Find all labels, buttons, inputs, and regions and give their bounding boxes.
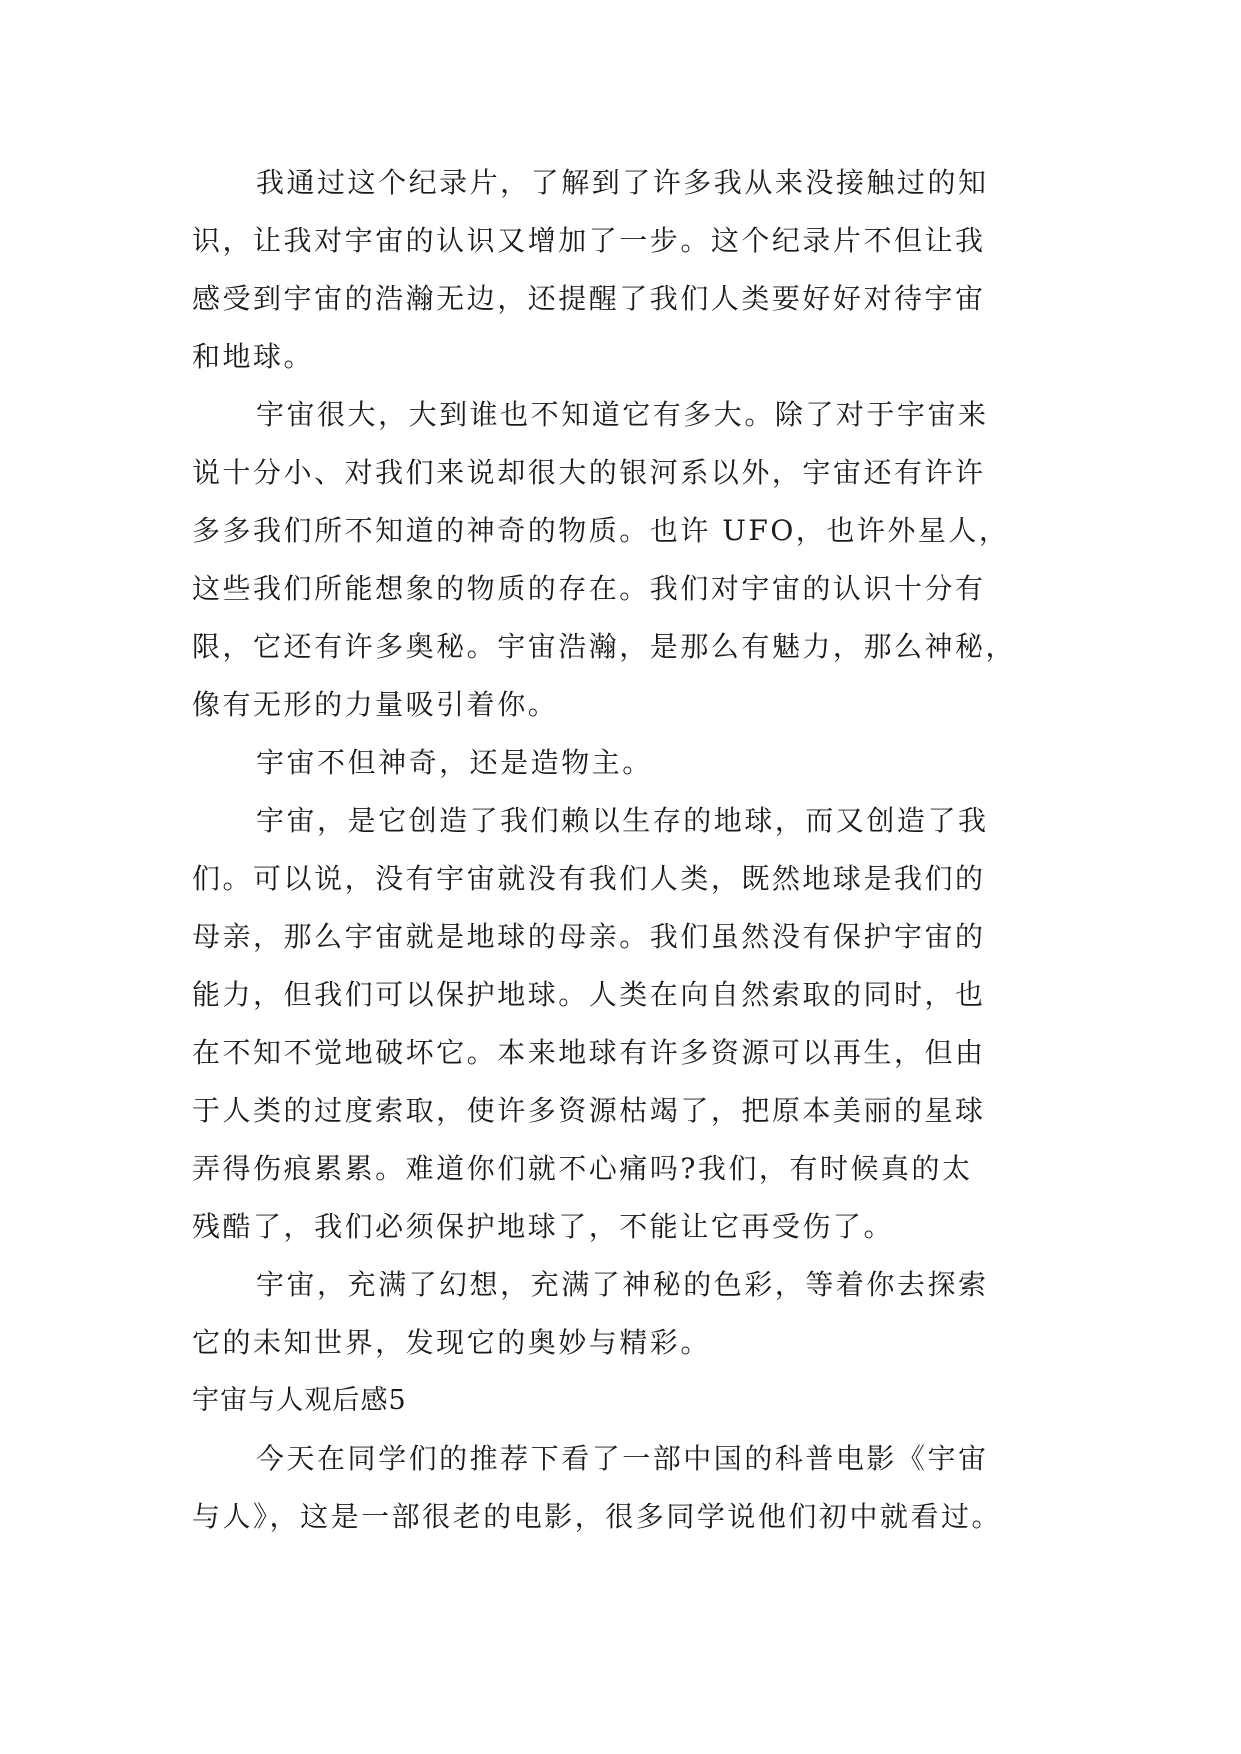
paragraph-line: 像有无形的力量吸引着你。 [192, 688, 559, 721]
paragraph-line: 感受到宇宙的浩瀚无边，还提醒了我们人类要好好对待宇宙 [192, 282, 986, 315]
paragraph-line: 我通过这个纪录片，了解到了许多我从来没接触过的知 [256, 166, 989, 199]
section-heading: 宇宙与人观后感5 [192, 1385, 407, 1416]
paragraph-line: 们。可以说，没有宇宙就没有我们人类，既然地球是我们的 [192, 862, 986, 895]
paragraph-line: 宇宙，充满了幻想，充满了神秘的色彩，等着你去探索 [256, 1268, 989, 1301]
paragraph-line: 今天在同学们的推荐下看了一部中国的科普电影《宇宙 [256, 1442, 989, 1475]
paragraph-line: 能力，但我们可以保护地球。人类在向自然索取的同时，也 [192, 978, 986, 1011]
paragraph-line: 识，让我对宇宙的认识又增加了一步。这个纪录片不但让我 [192, 224, 986, 257]
paragraph-line: 宇宙，是它创造了我们赖以生存的地球，而又创造了我 [256, 804, 989, 837]
paragraph-line: 于人类的过度索取，使许多资源枯竭了，把原本美丽的星球 [192, 1094, 986, 1127]
paragraph-line: 这些我们所能想象的物质的存在。我们对宇宙的认识十分有 [192, 572, 986, 605]
paragraph-line: 限，它还有许多奥秘。宇宙浩瀚，是那么有魅力，那么神秘， [192, 630, 1017, 663]
paragraph-line: 说十分小、对我们来说却很大的银河系以外，宇宙还有许许 [192, 456, 986, 489]
paragraph-line: 宇宙不但神奇，还是造物主。 [256, 746, 653, 779]
paragraph-line: 多多我们所不知道的神奇的物质。也许 UFO，也许外星人， [192, 514, 1010, 547]
paragraph-line: 与人》，这是一部很老的电影，很多同学说他们初中就看过。 [192, 1500, 1003, 1533]
paragraph-line: 母亲，那么宇宙就是地球的母亲。我们虽然没有保护宇宙的 [192, 920, 986, 953]
paragraph-line: 弄得伤痕累累。难道你们就不心痛吗?我们，有时候真的太 [192, 1152, 973, 1185]
paragraph-line: 残酷了，我们必须保护地球了，不能让它再受伤了。 [192, 1210, 894, 1243]
paragraph-line: 它的未知世界，发现它的奥妙与精彩。 [192, 1326, 711, 1359]
paragraph-line: 和地球。 [192, 340, 315, 373]
paragraph-line: 在不知不觉地破坏它。本来地球有许多资源可以再生，但由 [192, 1036, 986, 1069]
document-body [192, 154, 1057, 1546]
paragraph-line: 宇宙很大，大到谁也不知道它有多大。除了对于宇宙来 [256, 398, 989, 431]
